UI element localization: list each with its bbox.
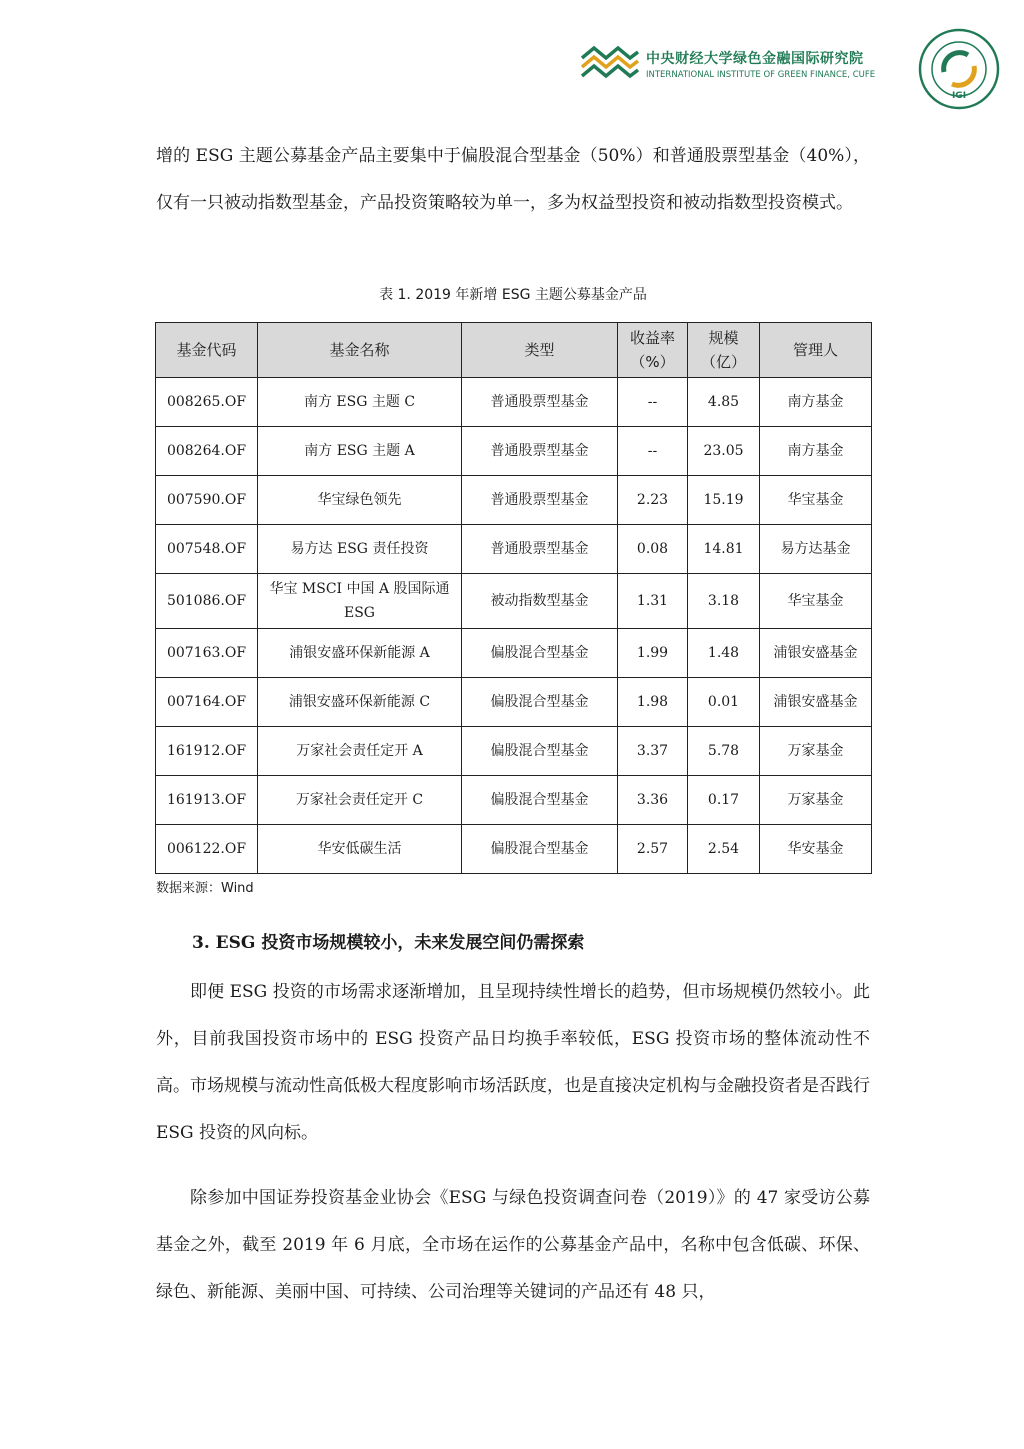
header-fund-type: 类型: [462, 323, 618, 378]
table-row: [156, 776, 872, 825]
fund-type-cell: 偏股混合型基金: [462, 727, 618, 776]
manager-cell: 万家基金: [760, 727, 872, 776]
svg-text:IGI: IGI: [951, 91, 967, 101]
fund-size-cell: 5.78: [688, 727, 760, 776]
fund-code-cell: 006122.OF: [156, 825, 258, 874]
manager-cell: 万家基金: [760, 776, 872, 825]
fund-name-cell: 万家社会责任定开 C: [258, 776, 462, 825]
table-row: [156, 378, 872, 427]
fund-size-cell: 3.18: [688, 574, 760, 629]
esg-fund-table: [155, 322, 872, 874]
fund-code-cell: 008265.OF: [156, 378, 258, 427]
fund-name-cell: 浦银安盛环保新能源 A: [258, 629, 462, 678]
fund-type-cell: 被动指数型基金: [462, 574, 618, 629]
header-return-rate: 收益率（%）: [618, 323, 688, 378]
table-row: [156, 427, 872, 476]
fund-name-cell: 易方达 ESG 责任投资: [258, 525, 462, 574]
return-rate-cell: 1.31: [618, 574, 688, 629]
table-row: [156, 476, 872, 525]
fund-type-cell: 偏股混合型基金: [462, 678, 618, 727]
page-header: [580, 28, 1000, 112]
fund-size-cell: 0.01: [688, 678, 760, 727]
fund-type-cell: 普通股票型基金: [462, 476, 618, 525]
institute-logo-icon: [580, 42, 640, 86]
institute-name-cn: 中央财经大学绿色金融国际研究院: [646, 51, 864, 67]
section-heading: 3. ESG 投资市场规模较小，未来发展空间仍需探索: [192, 933, 585, 953]
fund-code-cell: 007164.OF: [156, 678, 258, 727]
manager-cell: 浦银安盛基金: [760, 678, 872, 727]
manager-cell: 华宝基金: [760, 476, 872, 525]
fund-size-cell: 15.19: [688, 476, 760, 525]
fund-type-cell: 偏股混合型基金: [462, 629, 618, 678]
section-paragraph-2: 除参加中国证券投资基金业协会《ESG 与绿色投资调查问卷（2019）》的 47 家受访公募基金之外，截至 2019 年 6 月底，全市场在运作的公募基金产品中，名称中包含低碳、环保、绿色、新能源、美丽中国、可持续、公司治理等关键词的产品还有 48 只，: [156, 1188, 870, 1302]
table-row: [156, 574, 872, 629]
intro-paragraph: 增的 ESG 主题公募基金产品主要集中于偏股混合型基金（50%）和普通股票型基金（40%），仅有一只被动指数型基金，产品投资策略较为单一，多为权益型投资和被动指数型投资模式。: [156, 146, 870, 213]
fund-size-cell: 23.05: [688, 427, 760, 476]
header-fund-name: 基金名称: [258, 323, 462, 378]
fund-type-cell: 偏股混合型基金: [462, 776, 618, 825]
table-row: [156, 825, 872, 874]
fund-name-cell: 华宝绿色领先: [258, 476, 462, 525]
header-fund-code: 基金代码: [156, 323, 258, 378]
institute-name-en: INTERNATIONAL INSTITUTE OF GREEN FINANCE, CUFE: [646, 70, 876, 80]
manager-cell: 易方达基金: [760, 525, 872, 574]
data-source-note: 数据来源：Wind: [156, 881, 254, 896]
return-rate-cell: --: [618, 427, 688, 476]
fund-code-cell: 501086.OF: [156, 574, 258, 629]
manager-cell: 南方基金: [760, 427, 872, 476]
fund-name-cell: 南方 ESG 主题 C: [258, 378, 462, 427]
return-rate-cell: 3.37: [618, 727, 688, 776]
research-institute-seal-icon: [918, 28, 1000, 110]
fund-code-cell: 161912.OF: [156, 727, 258, 776]
fund-name-cell: 南方 ESG 主题 A: [258, 427, 462, 476]
fund-size-cell: 2.54: [688, 825, 760, 874]
fund-type-cell: 普通股票型基金: [462, 525, 618, 574]
section-paragraph-1: 即便 ESG 投资的市场需求逐渐增加，且呈现持续性增长的趋势，但市场规模仍然较小。此外，目前我国投资市场中的 ESG 投资产品日均换手率较低，ESG 投资市场的整体流动性不高。市场规模与流动性高低极大程度影响市场活跃度，也是直接决定机构与金融投资者是否践行 ESG 投资的风向标。: [156, 982, 870, 1143]
fund-name-cell: 华宝 MSCI 中国 A 股国际通 ESG: [258, 574, 462, 629]
fund-type-cell: 偏股混合型基金: [462, 825, 618, 874]
fund-code-cell: 007590.OF: [156, 476, 258, 525]
manager-cell: 浦银安盛基金: [760, 629, 872, 678]
fund-name-cell: 万家社会责任定开 A: [258, 727, 462, 776]
table-caption: 表 1. 2019 年新增 ESG 主题公募基金产品: [379, 287, 647, 303]
fund-size-cell: 4.85: [688, 378, 760, 427]
fund-code-cell: 007548.OF: [156, 525, 258, 574]
return-rate-cell: 3.36: [618, 776, 688, 825]
fund-size-cell: 0.17: [688, 776, 760, 825]
fund-type-cell: 普通股票型基金: [462, 378, 618, 427]
table-row: [156, 727, 872, 776]
manager-cell: 华宝基金: [760, 574, 872, 629]
fund-type-cell: 普通股票型基金: [462, 427, 618, 476]
table-row: [156, 678, 872, 727]
header-fund-size: 规模（亿）: [688, 323, 760, 378]
fund-size-cell: 14.81: [688, 525, 760, 574]
return-rate-cell: 1.99: [618, 629, 688, 678]
return-rate-cell: --: [618, 378, 688, 427]
manager-cell: 华安基金: [760, 825, 872, 874]
fund-code-cell: 008264.OF: [156, 427, 258, 476]
return-rate-cell: 0.08: [618, 525, 688, 574]
fund-code-cell: 161913.OF: [156, 776, 258, 825]
table-header-row: [156, 323, 872, 378]
table-row: [156, 629, 872, 678]
header-manager: 管理人: [760, 323, 872, 378]
table-row: [156, 525, 872, 574]
fund-size-cell: 1.48: [688, 629, 760, 678]
return-rate-cell: 2.23: [618, 476, 688, 525]
fund-name-cell: 浦银安盛环保新能源 C: [258, 678, 462, 727]
manager-cell: 南方基金: [760, 378, 872, 427]
return-rate-cell: 2.57: [618, 825, 688, 874]
return-rate-cell: 1.98: [618, 678, 688, 727]
fund-code-cell: 007163.OF: [156, 629, 258, 678]
fund-name-cell: 华安低碳生活: [258, 825, 462, 874]
